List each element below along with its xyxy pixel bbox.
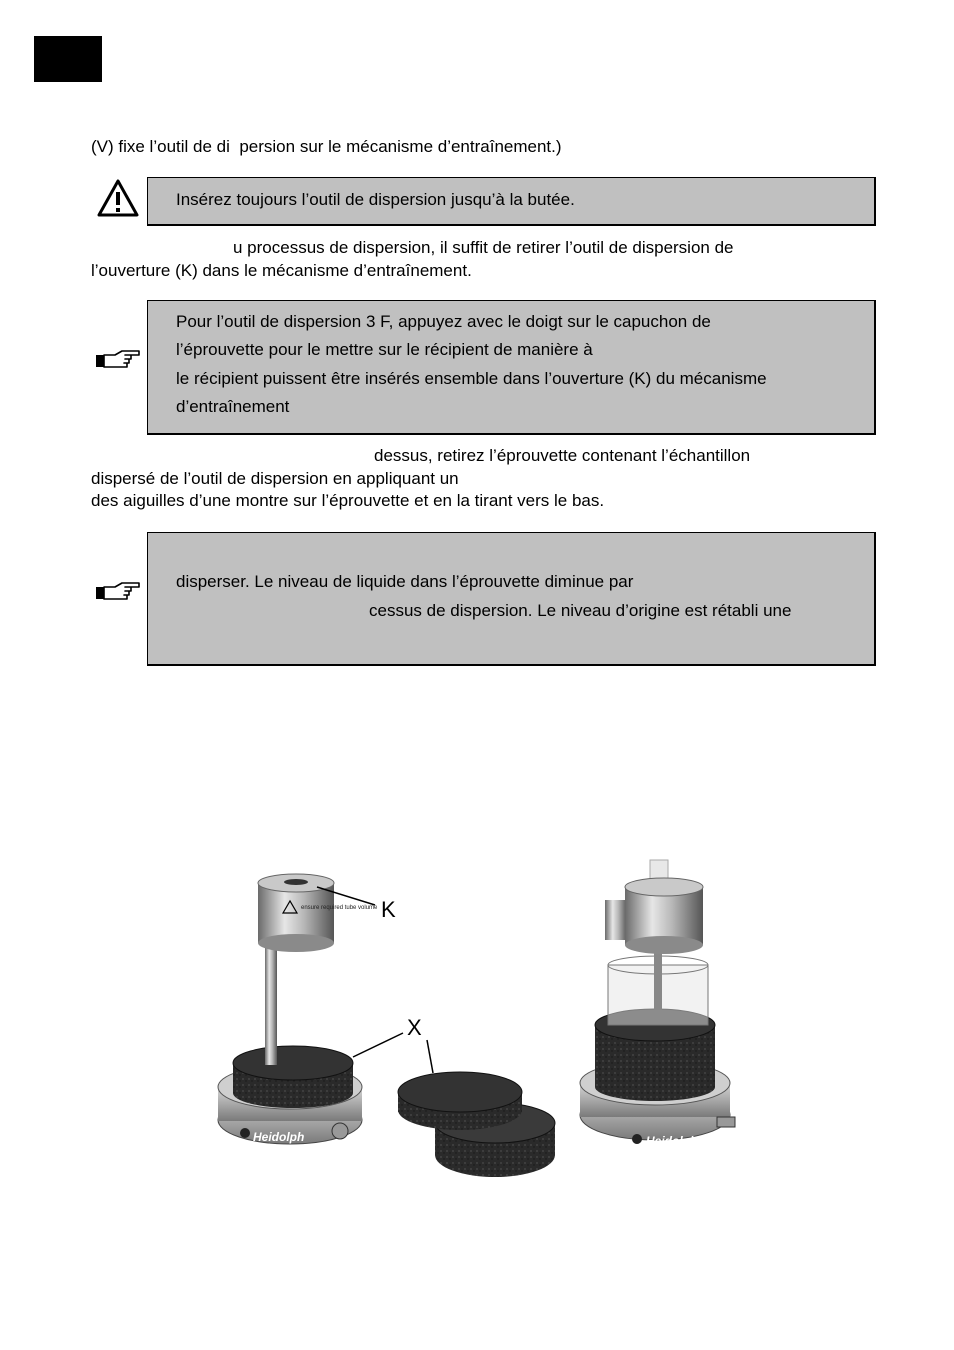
note-1-line-4: d’entraînement bbox=[176, 397, 290, 416]
note-2-line-1: disperser. Le niveau de liquide dans l’éprouvette diminue par bbox=[176, 572, 634, 591]
section-tab bbox=[34, 36, 102, 82]
device-photo bbox=[205, 855, 765, 1185]
note-1-line-2: l’éprouvette pour le mettre sur le récipient de manière à bbox=[176, 340, 593, 359]
warning-box bbox=[147, 177, 876, 226]
note-box-1 bbox=[147, 300, 876, 435]
pointing-hand-icon bbox=[95, 349, 141, 378]
paragraph-2-line-2: dispersé de l’outil de dispersion en appliquant un bbox=[91, 469, 459, 488]
intro-text: (V) fixe l’outil de di persion sur le mécanisme d’entraînement.) bbox=[91, 137, 562, 156]
paragraph-1-line-1: u processus de dispersion, il suffit de retirer l’outil de dispersion de bbox=[233, 238, 734, 257]
paragraph-1-line-2: l’ouverture (K) dans le mécanisme d’entraînement. bbox=[91, 261, 472, 280]
left-device bbox=[218, 874, 378, 1144]
note-1-line-3: le récipient puissent être insérés ensemble dans l’ouverture (K) du mécanisme bbox=[176, 369, 767, 388]
note-1-line-1: Pour l’outil de dispersion 3 F, appuyez avec le doigt sur le capuchon de bbox=[176, 312, 711, 331]
label-k: K bbox=[381, 897, 396, 922]
paragraph-2-line-3: des aiguilles d’une montre sur l’éprouvette et en la tirant vers le bas. bbox=[91, 491, 605, 510]
left-brand: Heidolph bbox=[253, 1130, 305, 1144]
label-x: X bbox=[407, 1015, 422, 1040]
foam-pads bbox=[398, 1072, 555, 1177]
warning-text: Insérez toujours l’outil de dispersion jusqu’à la butée. bbox=[176, 190, 575, 209]
pointing-hand-icon bbox=[95, 581, 141, 610]
left-device-warning: ensure required tube volume bbox=[301, 905, 378, 911]
note-box-2 bbox=[147, 532, 876, 666]
warning-triangle-icon bbox=[96, 178, 140, 223]
note-2-line-2: cessus de dispersion. Le niveau d’origine est rétabli une bbox=[369, 601, 792, 620]
paragraph-2-line-1: dessus, retirez l’éprouvette contenant l’échantillon bbox=[374, 446, 751, 465]
right-brand: Heidolph bbox=[646, 1134, 698, 1148]
right-device bbox=[580, 860, 735, 1148]
